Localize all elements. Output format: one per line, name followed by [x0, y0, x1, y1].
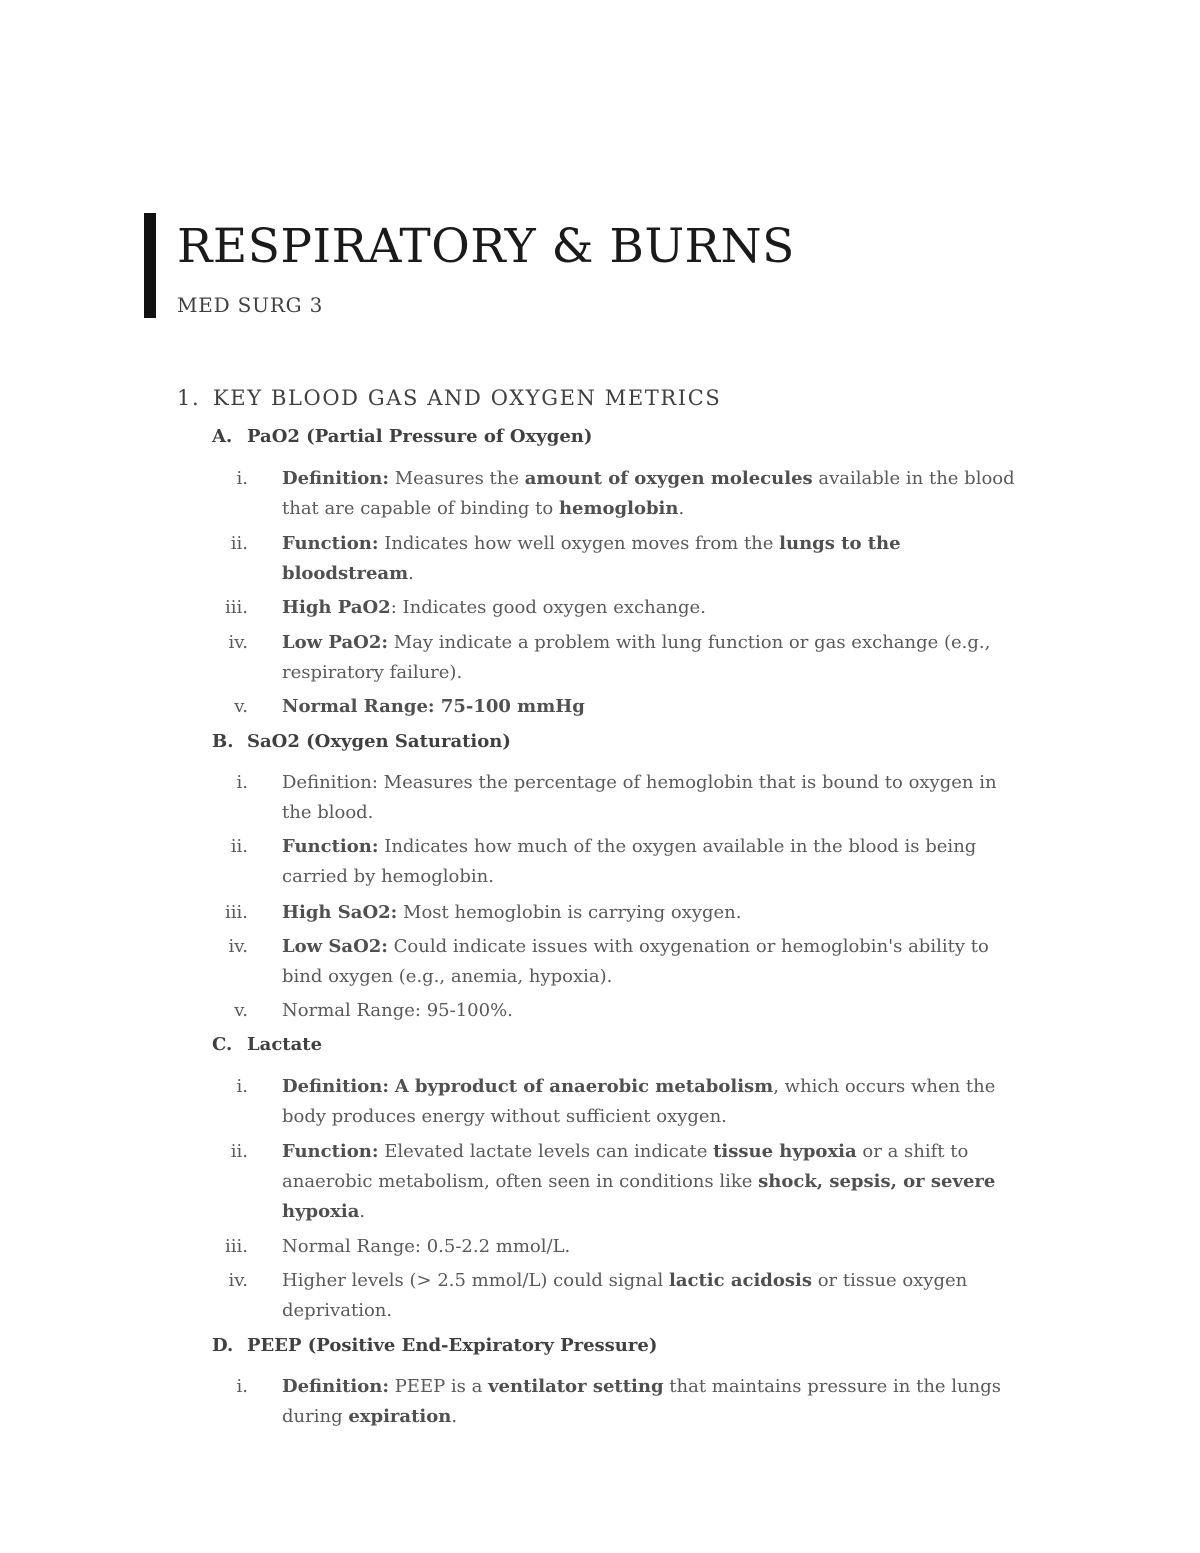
- subsection-heading: [212, 1333, 657, 1359]
- list-item-numeral: iii.: [225, 1236, 248, 1257]
- list-item-text: [282, 529, 1017, 589]
- list-item: [220, 1372, 1020, 1432]
- bold-text: Function:: [282, 1141, 379, 1162]
- bold-text: Function:: [282, 836, 379, 857]
- list-item: [220, 1266, 1020, 1326]
- list-item-text: [282, 1266, 1017, 1326]
- list-item-text: [282, 628, 1017, 688]
- document-title: RESPIRATORY & BURNS: [177, 219, 795, 274]
- bold-text: Function:: [282, 533, 379, 554]
- document-subtitle: MED SURG 3: [177, 293, 324, 317]
- bold-text: lactic acidosis: [669, 1270, 812, 1291]
- list-item-numeral: iii.: [225, 902, 248, 923]
- list-item-text: [282, 832, 1017, 892]
- subsection-letter: C.: [212, 1034, 233, 1055]
- subsection-letter: D.: [212, 1335, 234, 1356]
- text-run: Indicates how well oxygen moves from the: [378, 533, 780, 554]
- text-run: or a shift to anaerobic metabolism, often seen in conditions like: [282, 1141, 969, 1192]
- text-run: May indicate a problem with lung function or gas exchange (e.g., respiratory failure).: [282, 632, 991, 683]
- section-heading: [177, 383, 721, 413]
- list-item: [220, 593, 1020, 623]
- list-item: [220, 692, 1020, 722]
- list-item-numeral: ii.: [230, 533, 248, 554]
- list-item-numeral: iv.: [228, 632, 248, 653]
- text-run: : Indicates good oxygen exchange.: [390, 597, 706, 618]
- subsection-heading: [212, 1032, 322, 1058]
- heading-number: 1.: [177, 386, 201, 410]
- text-run: or tissue oxygen deprivation.: [282, 1270, 968, 1321]
- list-item-numeral: iv.: [228, 936, 248, 957]
- list-item-text: [282, 932, 1017, 992]
- text-run: Normal Range: 95-100%.: [282, 1000, 513, 1021]
- bold-text: amount of oxygen molecules: [524, 468, 813, 489]
- list-item-text: [282, 996, 1017, 1026]
- text-run: .: [408, 563, 414, 584]
- bold-text: tissue hypoxia: [713, 1141, 857, 1162]
- text-run: , which occurs when the body produces energy without sufficient oxygen.: [282, 1076, 996, 1127]
- text-run: .: [359, 1201, 366, 1222]
- text-run: PEEP is a: [388, 1376, 489, 1397]
- list-item: [220, 996, 1020, 1026]
- heading-text: KEY BLOOD GAS AND OXYGEN METRICS: [213, 386, 722, 410]
- list-item-text: [282, 1072, 1017, 1132]
- list-item: [220, 1137, 1020, 1227]
- bold-text: Definition:: [282, 1376, 389, 1397]
- list-item-text: [282, 898, 1017, 928]
- list-item-numeral: ii.: [230, 1141, 248, 1162]
- list-item-text: [282, 593, 1017, 623]
- text-run: Could indicate issues with oxygenation or hemoglobin's ability to bind oxygen (e.g., anemia, hypoxia).: [282, 936, 989, 987]
- text-run: Measures the: [388, 468, 525, 489]
- bold-text: expiration: [348, 1406, 452, 1427]
- bold-text: Definition:: [282, 468, 389, 489]
- list-item-text: [282, 768, 1017, 828]
- bold-text: shock, sepsis, or severe hypoxia: [282, 1171, 996, 1222]
- bold-text: Normal Range: 75-100 mmHg: [282, 696, 585, 717]
- list-item: [220, 932, 1020, 992]
- text-run: available in the blood that are capable of binding to: [282, 468, 1015, 519]
- list-item-numeral: v.: [234, 1000, 248, 1021]
- bold-text: hemoglobin: [558, 498, 679, 519]
- subsection-title: SaO2 (Oxygen Saturation): [247, 731, 511, 752]
- list-item-numeral: i.: [236, 772, 248, 793]
- subsection-title: Lactate: [247, 1034, 323, 1055]
- list-item: [220, 1232, 1020, 1262]
- text-run: Higher levels (> 2.5 mmol/L) could signal: [282, 1270, 669, 1291]
- list-item-numeral: iii.: [225, 597, 248, 618]
- bold-text: A byproduct of anaerobic metabolism: [394, 1076, 774, 1097]
- text-run: Elevated lactate levels can indicate: [378, 1141, 714, 1162]
- text-run: that maintains pressure in the lungs during: [282, 1376, 1002, 1427]
- bold-text: Definition:: [282, 1076, 389, 1097]
- list-item-numeral: ii.: [230, 836, 248, 857]
- list-item-text: [282, 1372, 1017, 1432]
- list-item: [220, 1072, 1020, 1132]
- list-item: [220, 768, 1020, 828]
- text-run: Most hemoglobin is carrying oxygen.: [397, 902, 742, 923]
- text-run: Indicates how much of the oxygen available in the blood is being carried by hemoglobin.: [282, 836, 977, 887]
- subsection-heading: [212, 424, 592, 450]
- bold-text: High PaO2: [282, 597, 391, 618]
- bold-text: ventilator setting: [488, 1376, 664, 1397]
- bold-text: High SaO2:: [282, 902, 398, 923]
- subsection-letter: A.: [212, 426, 233, 447]
- list-item-text: [282, 464, 1017, 524]
- list-item-numeral: i.: [236, 1076, 248, 1097]
- list-item: [220, 832, 1020, 892]
- text-run: Normal Range: 0.5-2.2 mmol/L.: [282, 1236, 571, 1257]
- subsection-heading: [212, 729, 511, 755]
- list-item-numeral: v.: [234, 696, 248, 717]
- list-item: [220, 628, 1020, 688]
- text-run: .: [678, 498, 685, 519]
- bold-text: Low SaO2:: [282, 936, 388, 957]
- list-item-numeral: iv.: [228, 1270, 248, 1291]
- subsection-title: PaO2 (Partial Pressure of Oxygen): [247, 426, 593, 447]
- list-item-text: [282, 1232, 1017, 1262]
- text-run: .: [451, 1406, 458, 1427]
- list-item-text: [282, 1137, 1017, 1227]
- list-item-numeral: i.: [236, 1376, 248, 1397]
- subsection-title: PEEP (Positive End-Expiratory Pressure): [247, 1335, 658, 1356]
- title-accent-bar: [144, 213, 156, 318]
- list-item-numeral: i.: [236, 468, 248, 489]
- bold-text: lungs to the bloodstream: [282, 533, 901, 584]
- bold-text: Low PaO2:: [282, 632, 388, 653]
- list-item: [220, 529, 1020, 589]
- subsection-letter: B.: [212, 731, 234, 752]
- list-item-text: [282, 692, 1017, 722]
- list-item: [220, 464, 1020, 524]
- text-run: Definition: Measures the percentage of hemoglobin that is bound to oxygen in the blood.: [282, 772, 997, 823]
- list-item: [220, 898, 1020, 928]
